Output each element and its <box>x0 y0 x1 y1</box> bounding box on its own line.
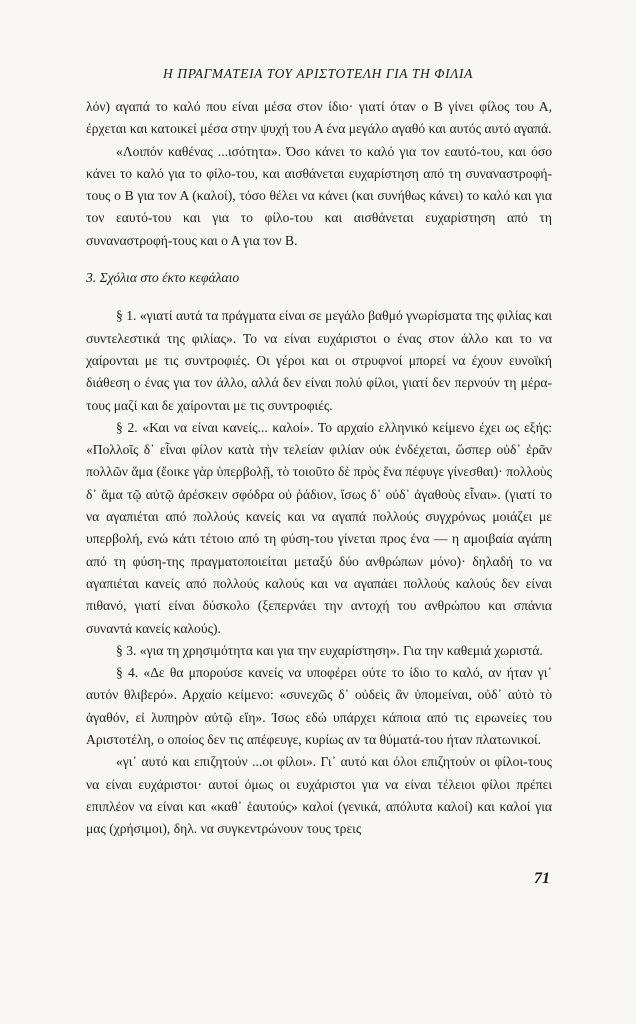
paragraph: § 2. «Και να είναι κανείς... καλοί». Το αρχαίο ελληνικό κείμενο έχει ως εξής: «Πολλοῖς δ᾽ εἶναι φίλον κατὰ τὴν τελείαν φιλίαν οὐκ ἐνδέχεται, ὥσπερ οὐδ᾽ ἐρᾶν πολλῶν ἅμα (ἔοικε γὰρ ὑπερβολῇ, τὸ τοιοῦτο δὲ πρὸς ἕνα πέφυγε γίνεσθαι)· πολλοὺς δ᾽ ἅμα τῷ αὐτῷ ἀρέσκειν σφόδρα οὐ ῥάδιον, ἴσως δ᾽ οὐδ᾽ ἀγαθοὺς εἶναι». (γιατί το να αγαπιέται από πολλούς κανείς και να αγαπά πολλούς συγχρόνως μοιάζει με υπερβολή, ενώ κάτι τέτοιο από τη φύση-του γίνεται προς ένα — η αμοιβαία αγάπη από τη φύση-της πραγματοποιείται μεταξύ δύο ανθρώπων μόνο)· δηλαδή το να αγαπιέται κανείς από πολλούς καλούς και να αγαπάει πολλούς καλούς δεν είναι πιθανό, γιατί είναι δύσκολο (ξεπερνάει την αντοχή του ανθρώπου και σπάνια συναντά κανείς καλούς). <box>86 419 552 636</box>
running-head: Η ΠΡΑΓΜΑΤΕΙΑ ΤΟΥ ΑΡΙΣΤΟΤΕΛΗ ΓΙΑ ΤΗ ΦΙΛΙΑ <box>163 66 473 81</box>
paragraph: § 3. «για τη χρησιμότητα και για την ευχαρίστηση». Για την καθεμιά χωριστά. <box>116 642 543 658</box>
paragraph: «γι᾽ αυτό και επιζητούν ...οι φίλοι». Γι᾽ αυτό και όλοι επιζητούν οι φίλοι-τους να είναι ευχάριστοι· αυτοί όμως οι ευχάριστοι για να είναι τέλειοι φίλοι πρέπει επιπλέον να είναι και «καθ᾽ ἑαυτούς» καλοί (γενικά, απόλυτα καλοί) και καλοί για μας (χρήσιμοι), δηλ. να συγκεντρώνουν τους τρεις <box>86 754 552 837</box>
paragraph: § 4. «Δε θα μπορούσε κανείς να υποφέρει ούτε το ίδιο το καλό, αν ήταν γι᾽ αυτόν θλιβερό». Αρχαίο κείμενο: «συνεχῶς δ᾽ οὐδεὶς ἂν ὑπομείναι, οὐδ᾽ αὐτὸ τὸ ἀγαθόν, εἰ λυπηρὸν αὐτῷ εἴη». Ίσως εδώ υπάρχει κάποια από τις ειρωνείες του Αριστοτέλη, ο οποίος δεν τις απέφευγε, κυρίως αν τα θύματά-του ήταν πλατωνικοί. <box>86 665 552 748</box>
section-heading: 3. Σχόλια στο έκτο κεφάλαιο <box>86 270 240 286</box>
paragraph: § 1. «γιατί αυτά τα πράγματα είναι σε μεγάλο βαθμό γνωρίσματα της φιλίας και συντελεστικά της φιλίας». Το να είναι ευχάριστοι ο ένας στον άλλο και το να χαίρονται με τις συντροφιές. Οι γέροι και οι στρυφνοί μπορεί να έχουν ευνοϊκή διάθεση ο ένας για τον άλλο, αλλά δεν είναι πολύ φίλοι, γιατί δεν περνούν τη μέρα-τους μαζί και δε χαίρονται με τις συντροφιές. <box>86 308 552 413</box>
paragraph: «Λοιπόν καθένας ...ισότητα». Όσο κάνει το καλό για τον εαυτό-του, και όσο κάνει το καλό για το φίλο-του, και αισθάνεται ευχαρίστηση από τη συναναστροφή-τους ο Β για τον Α (καλοί), τόσο θέλει να κάνει (και συνήθως κάνει) το καλό και για τον εαυτό-του και για το φίλο-του και αισθάνεται ευχαρίστηση από τη συναναστροφή-τους και ο Α για τον Β. <box>86 143 552 248</box>
page-number: 71 <box>534 870 550 887</box>
body-text <box>86 96 552 841</box>
paragraph-continued: λόν) αγαπά το καλό που είναι μέσα στον ίδιο· γιατί όταν ο Β γίνει φίλος του Α, έρχεται και κατοικεί μέσα στην ψυχή του Α ένα μεγάλο αγαθό και αυτός αυτό αγαπά. <box>86 99 552 137</box>
